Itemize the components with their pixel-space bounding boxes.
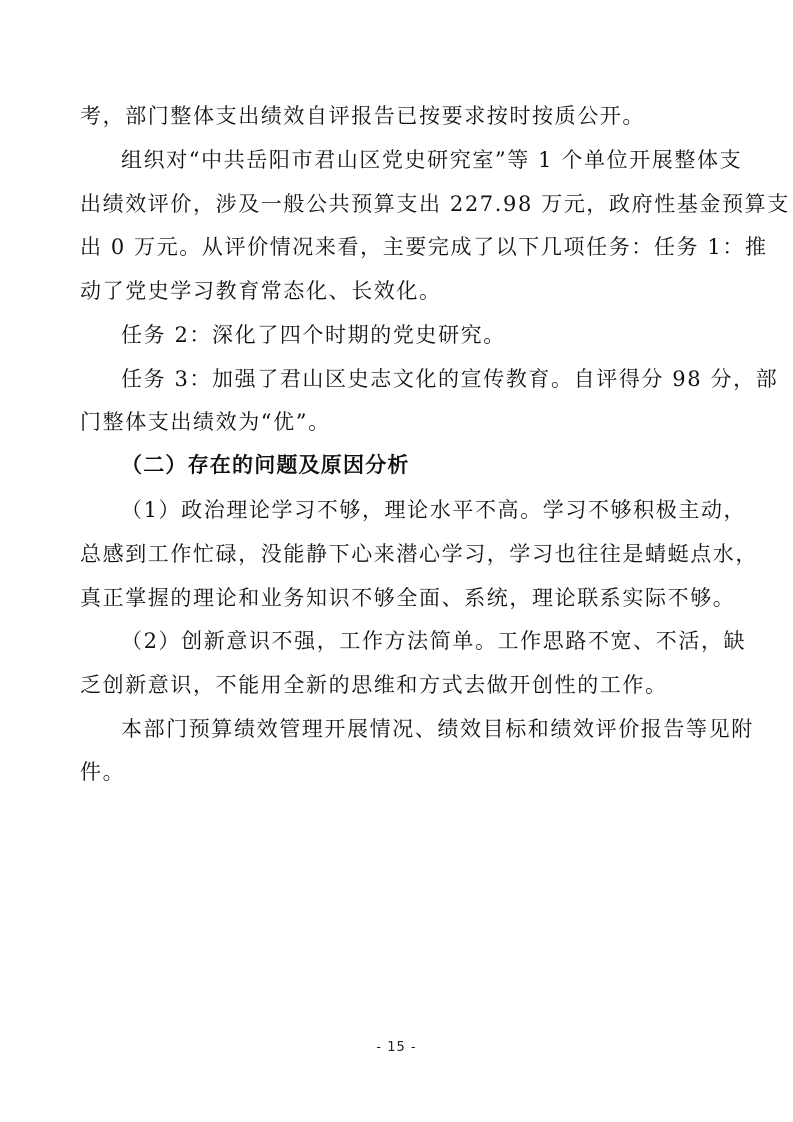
paragraph-line: 动了党史学习教育常态化、长效化。 — [80, 279, 442, 303]
paragraph-line: 本部门预算绩效管理开展情况、绩效目标和绩效评价报告等见附 — [121, 717, 754, 741]
paragraph-line: 出绩效评价，涉及一般公共预算支出 227.98 万元，政府性基金预算支 — [80, 192, 790, 216]
paragraph-line: （1）政治理论学习不够，理论水平不高。学习不够积极主动， — [121, 498, 747, 522]
paragraph-line: 门整体支出绩效为“优”。 — [80, 410, 331, 434]
paragraph-line: 出 0 万元。从评价情况来看，主要完成了以下几项任务：任务 1：推 — [80, 235, 768, 259]
paragraph-line: 考，部门整体支出绩效自评报告已按要求按时按质公开。 — [80, 104, 645, 128]
paragraph-line: 乏创新意识，不能用全新的思维和方式去做开创性的工作。 — [80, 673, 668, 697]
paragraph-line: 任务 2：深化了四个时期的党史研究。 — [121, 323, 506, 347]
paragraph-line: （2）创新意识不强，工作方法简单。工作思路不宽、不活，缺 — [121, 629, 747, 653]
page-number: - 15 - — [376, 1040, 417, 1055]
paragraph-line: 任务 3：加强了君山区史志文化的宣传教育。自评得分 98 分，部 — [121, 367, 779, 391]
paragraph-line: 组织对“中共岳阳市君山区党史研究室”等 1 个单位开展整体支 — [121, 148, 743, 172]
paragraph-line: 件。 — [80, 760, 126, 784]
paragraph-line: 总感到工作忙碌，没能静下心来潜心学习，学习也往往是蜻蜓点水， — [80, 542, 758, 566]
paragraph-line: 真正掌握的理论和业务知识不够全面、系统，理论联系实际不够。 — [80, 586, 736, 610]
section-heading: （二）存在的问题及原因分析 — [121, 453, 410, 477]
